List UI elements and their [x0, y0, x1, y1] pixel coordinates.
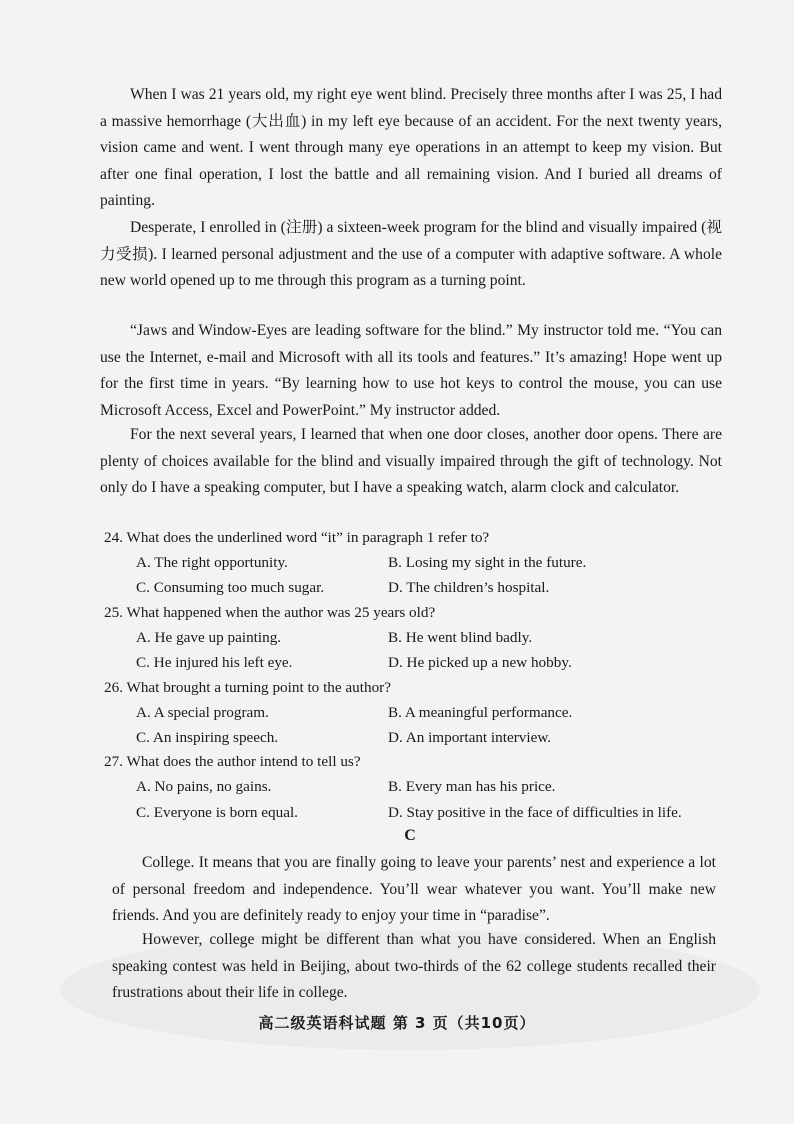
question-27-option-b: B. Every man has his price. [388, 778, 556, 795]
question-27-option-c: C. Everyone is born equal. [136, 804, 298, 821]
question-27-option-d: D. Stay positive in the face of difficulties in life. [388, 804, 682, 821]
question-26-option-c: C. An inspiring speech. [136, 729, 279, 746]
question-26-option-b: B. A meaningful performance. [388, 704, 573, 721]
question-25-options-row-1 [136, 628, 726, 648]
question-24-option-a: A. The right opportunity. [136, 554, 288, 571]
question-27-stem: 27. What does the author intend to tell us? [104, 753, 361, 770]
passage-b-paragraph-4: For the next several years, I learned that when one door closes, another door opens. There are plenty of choices available for the blind and visually impaired through the gift of technology. Not only do I have a speaking computer, but I have a speaking watch, alarm clock and calculator. [100, 426, 722, 497]
question-26-options-row-2 [136, 728, 726, 748]
question-25-stem: 25. What happened when the author was 25 years old? [104, 604, 436, 621]
question-26-stem: 26. What brought a turning point to the author? [104, 679, 391, 696]
question-25-option-c: C. He injured his left eye. [136, 654, 293, 671]
passage-b-paragraph-2: Desperate, I enrolled in (注册) a sixteen-week program for the blind and visually impaired (视力受损). I learned personal adjustment and the use of a computer with adaptive software. A whole new world opened up to me through this program as a turning point. [100, 219, 722, 290]
question-24-option-d: D. The children’s hospital. [388, 579, 550, 596]
passage-b-paragraph-1: When I was 21 years old, my right eye went blind. Precisely three months after I was 25, I had a massive hemorrhage (大出血) in my left eye because of an accident. For the next twenty years, vision came and went. I went through many eye operations in an attempt to keep my vision. But after one final operation, I lost the battle and all remaining vision. And I buried all dreams of painting. [100, 86, 722, 210]
question-25-option-d: D. He picked up a new hobby. [388, 654, 572, 671]
question-24-options-row-2 [136, 578, 726, 598]
question-24-option-b: B. Losing my sight in the future. [388, 554, 587, 571]
question-25-options-row-2 [136, 653, 726, 673]
section-c-paragraph-2: However, college might be different than what you have considered. When an English speaking contest was held in Beijing, about two-thirds of the 62 college students recalled their frustrations about their life in college. [112, 931, 716, 1002]
question-25-option-b: B. He went blind badly. [388, 629, 533, 646]
question-25-option-a: A. He gave up painting. [136, 629, 282, 646]
passage-b-paragraph-3: “Jaws and Window-Eyes are leading software for the blind.” My instructor told me. “You can use the Internet, e-mail and Microsoft with all its tools and features.” It’s amazing! Hope went up for the first time in years. “By learning how to use hot keys to control the mouse, you can use Microsoft Access, Excel and PowerPoint.” My instructor added. [100, 322, 722, 419]
question-27-options-row-1 [136, 777, 726, 797]
section-c-heading: C [404, 827, 416, 844]
question-26-options-row-1 [136, 703, 726, 723]
question-24-option-c: C. Consuming too much sugar. [136, 579, 325, 596]
question-26-option-a: A. A special program. [136, 704, 269, 721]
section-c-paragraph-1: College. It means that you are finally going to leave your parents’ nest and experience a lot of personal freedom and independence. You’ll wear whatever you want. You’ll make new friends. And you are definitely ready to enjoy your time in “paradise”. [112, 854, 716, 925]
question-26-option-d: D. An important interview. [388, 729, 552, 746]
page-footer: 高二级英语科试题 第 3 页（共10页） [258, 1014, 536, 1032]
question-24-stem: 24. What does the underlined word “it” in paragraph 1 refer to? [104, 529, 490, 546]
question-27-option-a: A. No pains, no gains. [136, 778, 272, 795]
question-27-options-row-2 [136, 803, 726, 823]
question-24-options-row-1 [136, 553, 726, 573]
